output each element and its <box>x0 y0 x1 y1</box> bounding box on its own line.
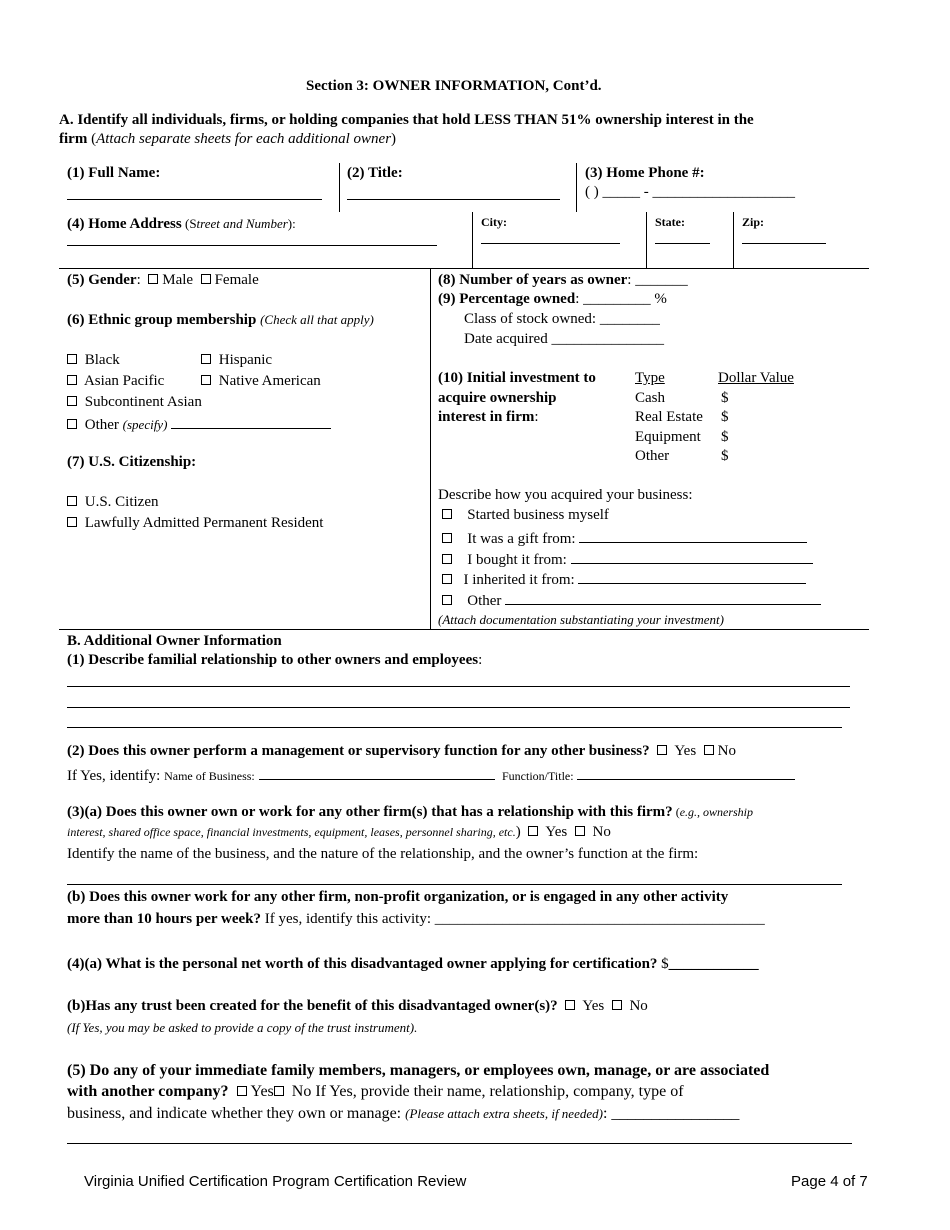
investment-label-l2: acquire ownership <box>438 390 557 406</box>
q2-no-label: No <box>717 743 736 759</box>
q1-answer-line[interactable] <box>67 727 842 728</box>
acquired-other-field[interactable] <box>505 590 821 605</box>
asian-pacific-checkbox[interactable] <box>67 375 77 385</box>
q4b-yes-checkbox[interactable] <box>565 1000 575 1010</box>
q3b-activity-field[interactable]: If yes, identify this activity: ____________________________________________ <box>261 911 765 927</box>
ethnic-row <box>67 312 374 329</box>
column-divider <box>430 269 431 630</box>
part-b-title: B. Additional Owner Information <box>67 633 282 649</box>
started-business-label: Started business myself <box>467 507 609 523</box>
part-a-intro-line1: A. Identify all individuals, firms, or holding companies that hold LESS THAN 51% ownership interest in the <box>59 112 754 128</box>
male-label: Male <box>162 272 194 288</box>
citizen-option <box>67 515 323 532</box>
intro-paren-open: ( <box>87 131 97 147</box>
date-acquired-row[interactable]: Date acquired _______________ <box>464 331 664 347</box>
full-name-label: (1) Full Name: <box>67 165 161 181</box>
q3a-row2 <box>67 824 611 841</box>
q5-label-l3: business, and indicate whether they own or manage: <box>67 1105 402 1122</box>
ethnic-option <box>67 352 120 369</box>
home-address-field[interactable] <box>67 245 437 246</box>
native-american-checkbox[interactable] <box>201 375 211 385</box>
investment-type-other: Other <box>635 448 670 464</box>
q4b-note: (If Yes, you may be asked to provide a copy of the trust instrument). <box>67 1020 418 1035</box>
title-label: (2) Title: <box>347 165 403 181</box>
footer-title: Virginia Unified Certification Program Certification Review <box>84 1173 467 1190</box>
home-address-note-open: (S <box>181 216 197 231</box>
q2-row <box>67 743 736 760</box>
zip-label: Zip: <box>742 215 765 229</box>
subcontinent-asian-checkbox[interactable] <box>67 396 77 406</box>
acquired-option <box>442 590 821 610</box>
years-owner-field[interactable]: : _______ <box>627 272 688 288</box>
title-field[interactable] <box>347 199 560 200</box>
ethnic-label: (6) Ethnic group membership <box>67 312 257 328</box>
home-phone-label: (3) Home Phone #: <box>585 165 705 181</box>
citizen-option <box>67 494 159 511</box>
hispanic-label: Hispanic <box>218 352 273 368</box>
q5-answer-field[interactable]: : ________________ <box>602 1105 740 1122</box>
q5-note: (Please attach extra sheets, if needed) <box>405 1106 603 1121</box>
full-name-field[interactable] <box>67 199 322 200</box>
q2-no-checkbox[interactable] <box>704 745 714 755</box>
state-field[interactable] <box>655 243 710 244</box>
intro-attach-note: Attach separate sheets for each additional owner <box>96 131 392 147</box>
q2-label: (2) Does this owner perform a management or supervisory function for any other business? <box>67 743 650 759</box>
years-owner-label: (8) Number of years as owner <box>438 272 628 288</box>
black-label: Black <box>84 352 120 368</box>
us-citizen-checkbox[interactable] <box>67 496 77 506</box>
section-rule <box>59 629 869 630</box>
hispanic-checkbox[interactable] <box>201 354 211 364</box>
pct-owned-field[interactable]: : _________ % <box>575 291 667 307</box>
divider <box>472 212 473 269</box>
pct-owned-row <box>438 291 667 308</box>
q3a-yes-checkbox[interactable] <box>528 826 538 836</box>
part-a-intro-line2 <box>59 131 396 148</box>
investment-type-real-estate: Real Estate <box>635 409 703 425</box>
q2-yes-checkbox[interactable] <box>657 745 667 755</box>
city-label: City: <box>481 215 507 229</box>
investment-label-l3-colon: : <box>534 409 539 425</box>
q5-row2 <box>67 1083 684 1101</box>
q5-row3 <box>67 1105 739 1123</box>
dollar-sign[interactable]: $ <box>721 390 729 406</box>
q4b-yes-label: Yes <box>582 998 605 1014</box>
gender-colon: : <box>136 272 141 288</box>
q4a-row <box>67 956 759 973</box>
type-header: Type <box>635 370 665 386</box>
state-label: State: <box>655 215 685 229</box>
q1-colon: : <box>478 652 483 668</box>
gender-label: (5) Gender <box>67 272 137 288</box>
ethnic-option <box>67 414 331 434</box>
started-business-checkbox[interactable] <box>442 509 452 519</box>
intro-paren-close: ) <box>391 131 397 147</box>
q4a-net-worth-field[interactable]: ____________ <box>668 956 759 972</box>
q3a-no-checkbox[interactable] <box>575 826 585 836</box>
q5-no-checkbox[interactable] <box>274 1086 284 1096</box>
q1-label: (1) Describe familial relationship to other owners and employees <box>67 652 479 668</box>
q3b-label-l1: (b) Does this owner work for any other firm, non-profit organization, or is engaged in any other activity <box>67 889 729 905</box>
female-checkbox[interactable] <box>201 274 211 284</box>
divider <box>646 212 647 269</box>
q2-name-business-label: Name of Business: <box>164 769 255 783</box>
inherited-checkbox[interactable] <box>442 574 452 584</box>
q5-yes-label: Yes <box>250 1083 274 1100</box>
bought-checkbox[interactable] <box>442 554 452 564</box>
section-title: Section 3: OWNER INFORMATION, Cont’d. <box>306 78 602 94</box>
q3b-label-l2: more than 10 hours per week? <box>67 911 262 927</box>
dollar-sign[interactable]: $ <box>721 409 729 425</box>
divider <box>733 212 734 269</box>
q4b-row <box>67 998 648 1015</box>
gift-label: It was a gift from: <box>467 531 576 547</box>
zip-field[interactable] <box>742 243 826 244</box>
other-checkbox[interactable] <box>67 419 77 429</box>
q4b-no-checkbox[interactable] <box>612 1000 622 1010</box>
ethnic-option <box>201 352 272 369</box>
q2-ifyes-row <box>67 765 795 785</box>
q1-answer-line[interactable] <box>67 686 850 687</box>
ethnic-note: (Check all that apply) <box>260 312 374 327</box>
q5-no-label: No <box>291 1083 312 1100</box>
dollar-sign[interactable]: $ <box>721 429 729 445</box>
q2-yes-label: Yes <box>674 743 697 759</box>
other-specify-note: (specify) <box>122 417 168 432</box>
female-label: Female <box>214 272 259 288</box>
q2-function-label: Function/Title: <box>502 769 574 783</box>
ethnic-option <box>67 394 202 411</box>
years-owner-row <box>438 272 688 289</box>
acquired-other-label: Other <box>467 593 502 609</box>
acquired-option <box>442 549 813 569</box>
q3b-row <box>67 911 765 928</box>
intro-firm: firm <box>59 131 88 147</box>
q3a-eg-cont: interest, shared office space, financial investments, equipment, leases, personnel sharing, etc. <box>67 825 516 839</box>
gender-row <box>67 272 259 289</box>
q3a-eg-open: ( <box>672 805 680 819</box>
q5-answer-line[interactable] <box>67 1143 852 1144</box>
q4a-label: (4)(a) What is the personal net worth of this disadvantaged owner applying for certification? <box>67 956 658 972</box>
describe-acquired-label: Describe how you acquired your business: <box>438 487 693 503</box>
black-checkbox[interactable] <box>67 354 77 364</box>
q3a-identify: Identify the name of the business, and the nature of the relationship, and the owner’s function at the firm: <box>67 846 699 862</box>
male-checkbox[interactable] <box>148 274 158 284</box>
divider <box>576 163 577 212</box>
us-citizen-label: U.S. Citizen <box>84 494 159 510</box>
q3a-no-label: No <box>592 824 611 840</box>
home-phone-field[interactable]: ( ) _____ - ___________________ <box>585 184 795 200</box>
q3a-label: (3)(a) Does this owner own or work for any other firm(s) that has a relationship with this firm? <box>67 804 673 820</box>
permanent-resident-label: Lawfully Admitted Permanent Resident <box>84 515 324 531</box>
pct-owned-label: (9) Percentage owned <box>438 291 576 307</box>
asian-pacific-label: Asian Pacific <box>83 373 165 389</box>
dollar-value-header: Dollar Value <box>718 370 794 386</box>
home-address-label <box>67 216 296 233</box>
q2-function-field[interactable] <box>577 765 795 780</box>
q1-row <box>67 652 482 669</box>
ethnic-option <box>67 373 164 390</box>
q3a-eg: e.g., ownership <box>679 805 754 819</box>
attach-documentation-note: (Attach documentation substantiating your investment) <box>438 612 724 627</box>
other-label: Other <box>84 417 119 433</box>
other-specify-field[interactable] <box>171 414 331 429</box>
q1-answer-line[interactable] <box>67 707 850 708</box>
class-stock-row[interactable]: Class of stock owned: ________ <box>464 311 660 327</box>
permanent-resident-checkbox[interactable] <box>67 517 77 527</box>
bought-field[interactable] <box>571 549 813 564</box>
inherited-field[interactable] <box>578 569 806 584</box>
citizenship-label: (7) U.S. Citizenship: <box>67 454 197 470</box>
city-field[interactable] <box>481 243 620 244</box>
q5-label-l1: (5) Do any of your immediate family members, managers, or employees own, manage, or are associated <box>67 1062 770 1079</box>
investment-label-l3 <box>438 409 539 426</box>
section-rule <box>59 268 869 269</box>
home-address-title: (4) Home Address <box>67 216 182 232</box>
q3a-yes-label: Yes <box>545 824 568 840</box>
native-american-label: Native American <box>218 373 321 389</box>
q3a-answer-line[interactable] <box>67 884 842 885</box>
q4a-dollar: $ <box>657 956 669 972</box>
investment-type-equipment: Equipment <box>635 429 701 445</box>
q2-name-business-field[interactable] <box>259 765 495 780</box>
q2-ifyes-label: If Yes, identify: <box>67 768 161 784</box>
gift-checkbox[interactable] <box>442 533 452 543</box>
gift-field[interactable] <box>579 528 807 543</box>
acquired-other-checkbox[interactable] <box>442 595 452 605</box>
acquired-option <box>442 507 609 524</box>
home-address-note-close: ): <box>287 216 296 231</box>
q3a-row <box>67 804 753 821</box>
acquired-option <box>442 569 806 589</box>
q4b-no-label: No <box>629 998 648 1014</box>
q4b-label: (b)Has any trust been created for the benefit of this disadvantaged owner(s)? <box>67 998 558 1014</box>
investment-label-l1: (10) Initial investment to <box>438 370 596 386</box>
q5-ifyes-text: If Yes, provide their name, relationship, company, type of <box>311 1083 684 1100</box>
investment-label-l3-text: interest in firm <box>438 409 535 425</box>
subcontinent-asian-label: Subcontinent Asian <box>84 394 202 410</box>
inherited-label: I inherited it from: <box>463 572 575 588</box>
divider <box>339 163 340 212</box>
q3a-eg-close: ) <box>515 824 521 840</box>
q5-yes-checkbox[interactable] <box>237 1086 247 1096</box>
investment-type-cash: Cash <box>635 390 665 406</box>
ethnic-option <box>201 373 321 390</box>
home-address-note: treet and Number <box>196 216 288 231</box>
q5-label-l2: with another company? <box>67 1083 229 1100</box>
acquired-option <box>442 528 807 548</box>
bought-label: I bought it from: <box>467 552 567 568</box>
dollar-sign[interactable]: $ <box>721 448 729 464</box>
page-number: Page 4 of 7 <box>791 1173 868 1190</box>
